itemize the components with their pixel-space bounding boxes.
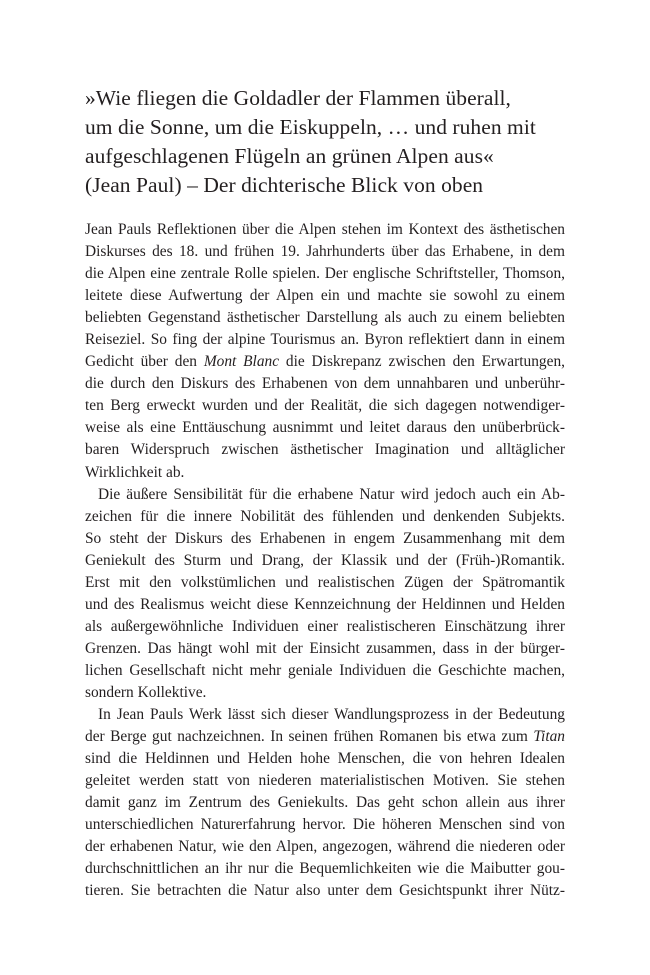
text-line: die Alpen eine zentrale Rolle spielen. Der englische Schriftsteller, Thomson,: [85, 265, 565, 283]
text-line: baren Widerspruch zwischen ästhetischer Imagination und alltäglicher: [85, 441, 565, 459]
text-line: weise als eine Enttäuschung ausnimmt und leitet daraus den unüberbrück-: [85, 419, 565, 437]
heading-line: um die Sonne, um die Eiskuppeln, … und ruhen mit: [85, 115, 536, 139]
text-line: geleitet werden statt von niederen materialistischen Motiven. Sie stehen: [85, 772, 565, 790]
text-line: In Jean Pauls Werk lässt sich dieser Wandlungsprozess in der Bedeutung: [98, 706, 565, 724]
chapter-heading: [85, 84, 585, 200]
text-run: der Berge gut nachzeichnen. In seinen frühen Romanen bis etwa zum: [85, 728, 534, 746]
text-line: beliebten Gegenstand ästhetischer Darstellung als auch zu einem beliebten: [85, 309, 565, 327]
text-line: Grenzen. Das hängt wohl mit der Einsicht zusammen, dass in der bürger-: [85, 639, 565, 657]
text-line: Reiseziel. So fing der alpine Tourismus an. Byron reflektiert dann in einem: [85, 331, 565, 349]
text-line: sondern Kollektive.: [85, 683, 207, 701]
work-title: Titan: [533, 728, 565, 746]
text-run: die Diskrepanz zwischen den Erwartungen,: [279, 353, 565, 371]
text-line: unterschiedlichen Naturerfahrung hervor. Die höheren Menschen sind von: [85, 816, 565, 834]
text-line: Erst mit den volkstümlichen und realistischen Zügen der Spätromantik: [85, 573, 565, 591]
text-line: zeichen für die innere Nobilität des fühlenden und denkenden Subjekts.: [85, 507, 565, 525]
text-line: leitete diese Aufwertung der Alpen ein und machte sie sowohl zu einem: [85, 287, 565, 305]
text-line: damit ganz im Zentrum des Geniekults. Das geht schon allein aus ihrer: [85, 794, 565, 812]
work-title: Mont Blanc: [203, 353, 280, 371]
heading-line: (Jean Paul) – Der dichterische Blick von oben: [85, 173, 484, 197]
text-line: durchschnittlichen an ihr nur die Bequemlichkeiten wie die Maibutter gou-: [85, 860, 565, 878]
heading-line: aufgeschlagenen Flügeln an grünen Alpen aus«: [85, 144, 494, 168]
text-line: ten Berg erweckt wurden und der Realität, die sich dagegen notwendiger-: [85, 397, 565, 415]
text-line: Die äußere Sensibilität für die erhabene Natur wird jedoch auch ein Ab-: [98, 485, 565, 503]
text-line: der erhabenen Natur, wie den Alpen, angezogen, während die niederen oder: [85, 838, 565, 856]
text-line: Wirklichkeit ab.: [85, 463, 185, 481]
text-line: die durch den Diskurs des Erhabenen von dem unnahbaren und unberühr-: [85, 375, 565, 393]
text-line: So steht der Diskurs des Erhabenen in engem Zusammenhang mit dem: [85, 529, 565, 547]
text-line: sind die Heldinnen und Helden hohe Menschen, die von hehren Idealen: [85, 750, 565, 768]
body-text: [85, 219, 565, 902]
text-line: und des Realismus weicht diese Kennzeichnung der Heldinnen und Helden: [85, 595, 565, 613]
text-line: Geniekult des Sturm und Drang, der Klassik und der (Früh-)Romantik.: [85, 551, 565, 569]
text-line: Jean Pauls Reflektionen über die Alpen stehen im Kontext des ästhetischen: [85, 221, 565, 238]
text-line: Diskurses des 18. und frühen 19. Jahrhunderts über das Erhabene, in dem: [85, 243, 565, 261]
heading-line: »Wie fliegen die Goldadler der Flammen überall,: [85, 86, 511, 110]
text-line: [85, 351, 565, 373]
text-line: tieren. Sie betrachten die Natur also unter dem Gesichtspunkt ihrer Nütz-: [85, 882, 565, 900]
text-line: [85, 726, 565, 748]
text-line: als außergewöhnliche Individuen einer realistischeren Einschätzung ihrer: [85, 617, 565, 635]
text-line: lichen Gesellschaft nicht mehr geniale Individuen die Geschichte machen,: [85, 661, 565, 679]
text-run: Gedicht über den: [85, 353, 204, 371]
